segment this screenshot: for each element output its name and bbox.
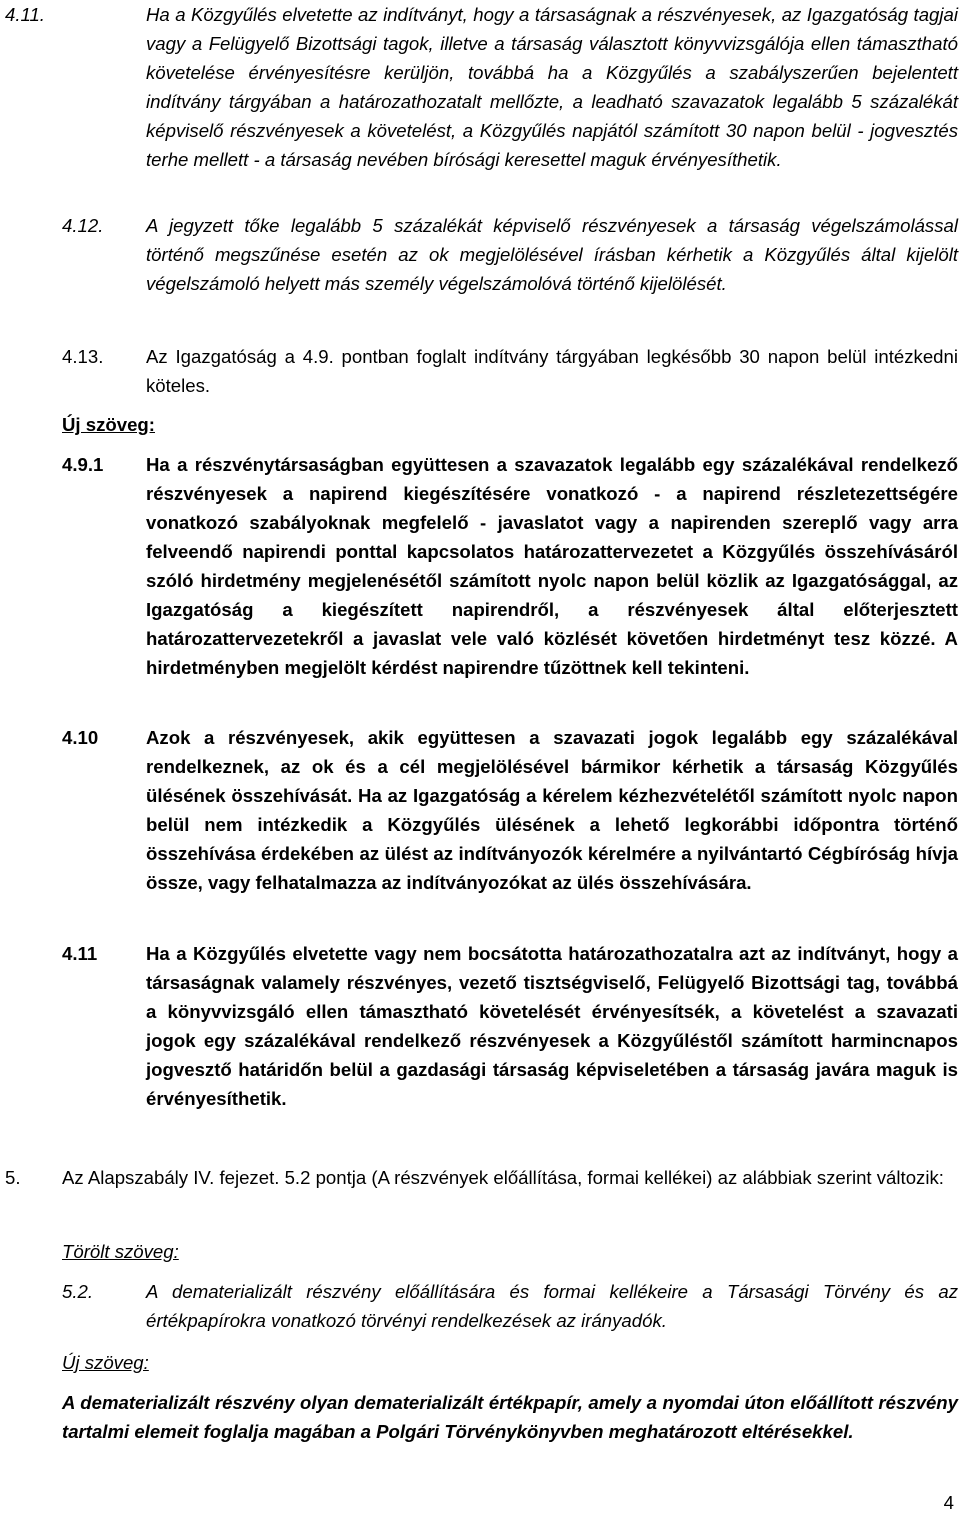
section-number: 4.13. (62, 346, 104, 367)
new-text-heading: Új szöveg: (62, 414, 155, 435)
section-number: 5. (5, 1167, 21, 1188)
section-text: A dematerializált részvény előállítására és formai kellékeire a Társasági Törvény és az értékpapírokra vonatkozó törvényi rendelkezések az irányadók. (146, 1281, 958, 1331)
section-text: Az Igazgatóság a 4.9. pontban foglalt indítvány tárgyában legkésőbb 30 napon belül intézkedni köteles. (146, 346, 958, 396)
section-number: 4.11 (62, 943, 98, 964)
page-number: 4 (943, 1492, 954, 1513)
section-number: 4.9.1 (62, 454, 104, 475)
section-number: 4.10 (62, 727, 99, 748)
section-number: 4.12. (62, 215, 104, 236)
new-5-2-text: A dematerializált részvény olyan dematerializált értékpapír, amely a nyomdai úton előállított részvény tartalmi elemeit foglalja magában a Polgári Törvénykönyvben meghatározott eltérésekkel. (62, 1392, 958, 1442)
section-text: Az Alapszabály IV. fejezet. 5.2 pontja (A részvények előállítása, formai kellékei) az alábbiak szerint változik: (62, 1167, 944, 1188)
section-text: Ha a Közgyűlés elvetette vagy nem bocsátotta határozathozatalra azt az indítványt, hogy a társaságnak valamely részvényes, vezető tisztségviselő, Felügyelő Bizottsági tag, továbbá a könyvvizsgáló ellen támasztható követelését érvényesítsék, a követelést a szavazati jogok egy százalékával rendelkező részvényesek a Közgyűléstől számított harmincnapos jogvesztő határidőn belül a gazdasági társaság képviseletében a társaság javára maguk is érvényesíthetik. (146, 943, 958, 1109)
section-number: 4.11. (5, 4, 45, 25)
new-text-heading-2: Új szöveg: (62, 1352, 149, 1373)
section-text: Ha a Közgyűlés elvetette az indítványt, hogy a társaságnak a részvényesek, az Igazgatóság tagjai vagy a Felügyelő Bizottsági tagok, illetve a társaság választott könyvvizsgálója ellen támasztható követelése érvényesítésre kerüljön, továbbá ha a Közgyűlés a szabályszerűen bejelentett indítvány tárgyában a határozathozatalt mellőzte, a leadható szavazatok legalább 5 százalékát képviselő részvényesek a követelést, a Közgyűlés napjától számított 30 napon belül - jogvesztés terhe mellett - a társaság nevében bírósági keresettel maguk érvényesíthetik. (146, 4, 958, 170)
section-text: A jegyzett tőke legalább 5 százalékát képviselő részvényesek a társaság végelszámolással történő megszűnése esetén az ok megjelölésével írásban kérhetik a Közgyűlés által kijelölt végelszámoló helyett más személy végelszámolóvá történő kijelölését. (146, 215, 958, 294)
section-number: 5.2. (62, 1281, 94, 1302)
section-text: Ha a részvénytársaságban együttesen a szavazatok legalább egy százalékával rendelkező részvényesek a napirend kiegészítésére vonatkozó - a napirend részletezettségére vonatkozó szabályoknak megfelelő - javaslatot vagy a napirenden szereplő vagy arra felveendő napirendi ponttal kapcsolatos határozattervezetet a Közgyűlés összehívásáról szóló hirdetmény megjelenésétől számított nyolc napon belül közlik az Igazgatósággal, az Igazgatóság a kiegészített napirendről, a részvényesek által előterjesztett határozattervezetekről a javaslat vele való közlését követően hirdetményt tesz közzé. A hirdetményben megjelölt kérdést napirendre tűzöttnek kell tekinteni. (146, 454, 958, 678)
deleted-text-heading: Törölt szöveg: (62, 1241, 179, 1262)
section-text: Azok a részvényesek, akik együttesen a szavazati jogok legalább egy százalékával rendelkeznek, az ok és a cél megjelölésével bármikor kérhetik a társaság Közgyűlés ülésének összehívását. Ha az Igazgatóság a kérelem kézhezvételétől számított nyolc napon belül nem intézkedik a Közgyűlés ülésének a lehető legkorábbi időpontra történő összehívása érdekében az ülést az indítványozók kérelmére a nyilvántartó Cégbíróság hívja össze, vagy felhatalmazza az indítványozókat az ülés összehívására. (146, 727, 958, 893)
